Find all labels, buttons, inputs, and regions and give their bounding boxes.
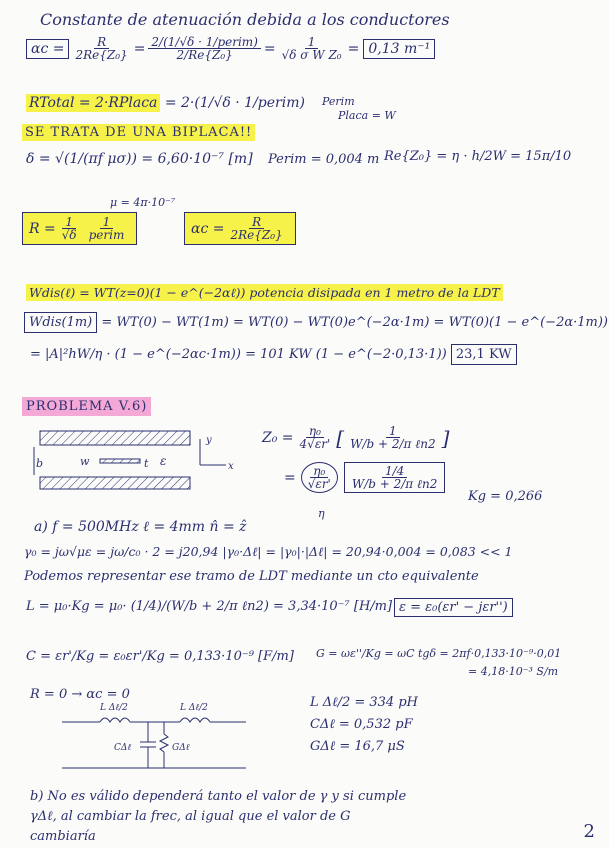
alpha-c-label: αc = — [26, 39, 69, 59]
z0b-inner-den: W/b + 2/π ℓn2 — [351, 477, 438, 491]
inductor-right-label: L Δℓ/2 — [180, 703, 208, 713]
z0b-inner-frac — [344, 462, 445, 493]
r-frac-1 — [59, 216, 80, 241]
wdis-result: 23,1 KW — [451, 344, 517, 365]
inductance-line: L = μ₀·Kg = μ₀· (1/4)/(W/b + 2/π ℓn2) = 3,34·10⁻⁷ [H/m] — [26, 599, 393, 614]
fraction-3-num: 1 — [305, 36, 319, 49]
part-a-data: a) f = 500MHz ℓ = 4mm n̂ = ẑ — [34, 519, 247, 535]
r-zero-line: R = 0 → αc = 0 — [30, 687, 130, 702]
fraction-3 — [279, 36, 345, 61]
alpha-c-result: 0,13 m⁻¹ — [363, 39, 435, 59]
kg-value: Kg = 0,266 — [468, 489, 543, 504]
page-number: 2 — [583, 821, 595, 842]
conductance-result: = 4,18·10⁻³ S/m — [468, 665, 559, 678]
wdis-equation-2 — [30, 348, 517, 361]
z0b-frac — [301, 462, 338, 493]
problem-title — [22, 400, 151, 413]
problem-highlight: PROBLEMA V.6) — [22, 397, 151, 416]
inductor-left-label: L Δℓ/2 — [100, 703, 128, 713]
wdis-1m-box: Wdis(1m) — [24, 312, 97, 333]
fraction-1-den: 2Re{Z₀} — [75, 48, 128, 62]
eps-label: ε — [160, 454, 167, 468]
equals-sign: = — [263, 40, 276, 57]
r-frac-2 — [86, 216, 128, 241]
top-plate — [40, 431, 190, 445]
wdis-eq1-rest: = WT(0) − WT(1m) = WT(0) − WT(0)e^(−2α·1m) = WT(0)(1 − e^(−2α·1m)) — [101, 315, 608, 330]
r-box — [22, 212, 137, 245]
stripline-figure — [30, 425, 250, 495]
equivalent-circuit — [60, 700, 250, 780]
z0-inner-num: 1 — [386, 425, 400, 438]
perim-note: Perim — [322, 95, 355, 108]
rtotal-expression: = 2·(1/√δ · 1/perim) — [164, 95, 305, 111]
value-l: L Δℓ/2 = 334 pH — [310, 695, 418, 710]
fraction-2 — [148, 36, 260, 61]
section-heading: Constante de atenuación debida a los conductores — [40, 10, 450, 29]
r-frac-2-num: 1 — [100, 216, 114, 229]
placa-note: Placa = W — [338, 109, 396, 122]
inductor-left — [100, 718, 130, 722]
value-g: GΔℓ = 16,7 μS — [310, 739, 405, 754]
alpha-box-num: R — [249, 216, 264, 229]
y-label: y — [206, 435, 212, 446]
eta-label: η — [318, 507, 325, 520]
fraction-1-num: R — [94, 36, 109, 49]
alpha-box-label: αc = — [191, 220, 225, 237]
part-b-line-3: cambiaría — [30, 829, 96, 844]
wdis-eq2-rest: = |A|²hW/η · (1 − e^(−2αc·1m)) = 101 KW (1 − e^(−2·0,13·1)) — [30, 347, 447, 362]
rtotal-line — [26, 96, 305, 110]
capacitor-label: CΔℓ — [114, 743, 132, 753]
biplaca-highlight: SE TRATA DE UNA BIPLACA!! — [22, 124, 255, 141]
alpha-box-frac — [227, 216, 285, 241]
fraction-2-den: 2/Re{Z₀} — [176, 48, 233, 62]
alpha-box — [184, 212, 296, 245]
wdis-definition — [26, 286, 503, 300]
alpha-c-formula — [26, 36, 435, 61]
biplaca-note — [22, 126, 255, 139]
inductor-right — [180, 718, 210, 722]
r-frac-1-num: 1 — [62, 216, 76, 229]
z0-formula: Z₀ = $\frac{\text{η₀}}{4√\varepsilon r'}$ [ $\frac{1}{\text{W/b + 2/π ℓn2}}$ ] — [262, 424, 450, 451]
z0-frac-den: 4√εr' — [299, 437, 331, 451]
z0-inner-den: W/b + 2/π ℓn2 — [350, 437, 436, 451]
podemos-line: Podemos representar ese tramo de LDT mediante un cto equivalente — [24, 569, 479, 584]
bottom-plate — [40, 477, 190, 489]
b-label: b — [36, 457, 44, 470]
w-label: w — [80, 455, 90, 468]
z0-inner-frac — [347, 425, 438, 450]
x-label: x — [228, 461, 234, 472]
gamma-line: γ₀ = jω√με = jω/c₀ · 2 = j20,94 |γ₀·Δℓ| = |γ₀|·|Δℓ| = 20,94·0,004 = 0,083 << 1 — [24, 544, 513, 559]
r-frac-1-den: √δ — [61, 228, 77, 242]
mu-value: μ = 4π·10⁻⁷ — [110, 196, 176, 209]
conductance-label: GΔℓ — [172, 743, 190, 753]
conductance-line: G = ωε''/Kg = ωC tgδ = 2πf·0,133·10⁻⁹·0,01 — [316, 647, 562, 660]
part-b-line-2: γΔℓ, al cambiar la frec, al igual que el valor de G — [30, 809, 351, 824]
capacitance-line: C = εr'/Kg = ε₀εr'/Kg = 0,133·10⁻⁹ [F/m] — [26, 649, 294, 664]
fraction-3-den: √δ σ W Z₀ — [281, 48, 342, 62]
wdis-equation-1 — [24, 316, 608, 329]
fraction-2-num: 2/(1/√δ · 1/perim) — [148, 36, 260, 49]
z0-label: Z₀ = — [262, 429, 294, 446]
z0b-inner-num: 1/4 — [382, 465, 407, 478]
z0-frac — [297, 425, 334, 450]
z0-formula-b: = $\frac{\text{η₀}}{√\varepsilon r'}$ $\frac{1/4}{\text{W/b + 2/π ℓn2}}$ — [284, 462, 448, 493]
t-label: t — [144, 457, 149, 470]
resistor-g — [160, 734, 168, 752]
perim-value: Perim = 0,004 m — [268, 152, 380, 167]
part-b-line-1: b) No es válido dependerá tanto el valor de γ y si cumple — [30, 789, 407, 804]
center-strip — [100, 459, 140, 463]
r-frac-2-den: perim — [88, 228, 125, 242]
delta-formula: δ = √(1/(πf μσ)) = 6,60·10⁻⁷ [m] — [26, 151, 253, 167]
epsilon-box: ε = ε₀(εr' − jεr'') — [394, 598, 513, 617]
wdis-highlight: Wdis(ℓ) = WT(z=0)(1 − e^(−2αℓ)) potencia disipada en 1 metro de la LDT — [26, 284, 503, 301]
re-z0-value: Re{Z₀} = η · h/2W = 15π/10 — [384, 149, 572, 164]
rtotal-highlight: RTotal = 2·RPlaca — [26, 94, 160, 112]
z0-frac-num: η₀ — [306, 425, 324, 438]
equals-sign: = — [347, 40, 360, 57]
z0b-frac-num: η₀ — [310, 465, 328, 478]
z0b-frac-den: √εr' — [307, 477, 331, 491]
r-label: R = — [29, 220, 56, 237]
value-c: CΔℓ = 0,532 pF — [310, 717, 413, 732]
alpha-box-den: 2Re{Z₀} — [230, 228, 283, 242]
equals-sign: = — [133, 40, 146, 57]
fraction-1 — [72, 36, 130, 61]
